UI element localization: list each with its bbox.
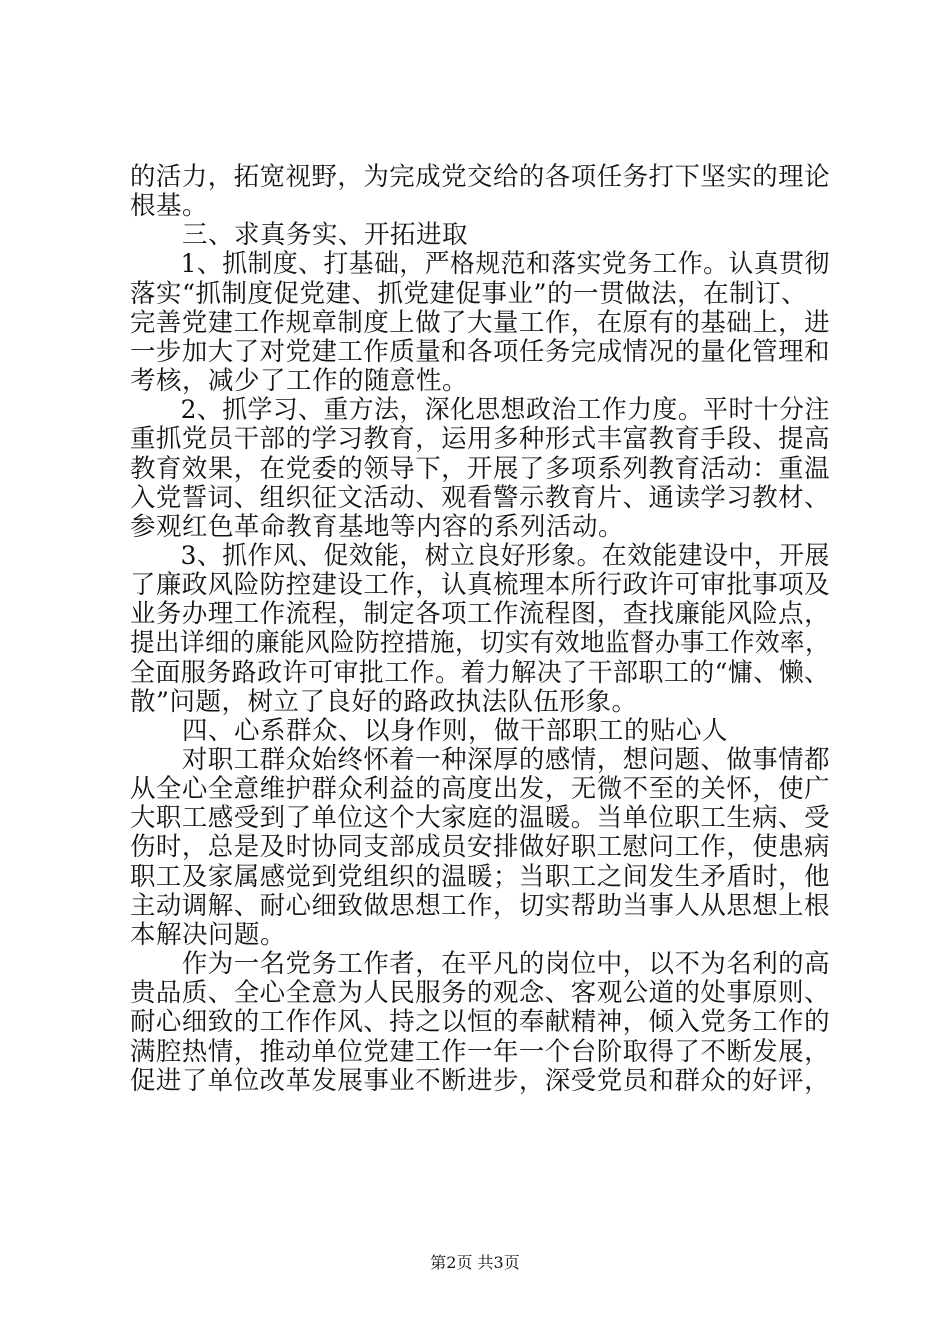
text-line: 落实“抓制度促党建、抓党建促事业”的一贯做法，在制订、	[130, 278, 808, 309]
text-line: 散”问题，树立了良好的路政执法队伍形象。	[130, 686, 638, 717]
text-line: 从全心全意维护群众利益的高度出发，无微不至的关怀，使广	[130, 774, 831, 805]
text-line: 的活力，拓宽视野，为完成党交给的各项任务打下坚实的理论	[130, 162, 831, 192]
text-line: 提出详细的廉能风险防控措施，切实有效地监督办事工作效率，	[130, 628, 830, 659]
text-line: 大职工感受到了单位这个大家庭的温暖。当单位职工生病、受	[130, 803, 831, 834]
text-line: 3、抓作风、促效能，树立良好形象。在效能建设中，开展	[130, 540, 830, 571]
text-line: 贵品质、全心全意为人民服务的观念、客观公道的处事原则、	[130, 978, 831, 1009]
text-line: 伤时，总是及时协同支部成员安排做好职工慰问工作，使患病	[130, 832, 831, 863]
text-line: 职工及家属感觉到党组织的温暖；当职工之间发生矛盾时，他	[130, 861, 831, 892]
text-line: 1、抓制度、打基础，严格规范和落实党务工作。认真贯彻	[130, 249, 830, 280]
page-footer: 第2页 共3页	[430, 1253, 520, 1272]
text-line: 全面服务路政许可审批工作。着力解决了干部职工的“慵、懒、	[130, 657, 830, 688]
text-line: 教育效果，在党委的领导下，开展了多项系列教育活动：重温	[130, 453, 831, 484]
text-line: 作为一名党务工作者，在平凡的岗位中，以不为名利的高	[130, 949, 831, 980]
text-line: 2、抓学习、重方法，深化思想政治工作力度。平时十分注	[130, 395, 830, 426]
text-line: 满腔热情，推动单位党建工作一年一个台阶取得了不断发展，	[130, 1036, 831, 1067]
text-line: 入党誓词、组织征文活动、观看警示教育片、通读学习教材、	[130, 482, 831, 513]
text-line: 考核，减少了工作的随意性。	[130, 366, 469, 397]
text-line: 促进了单位改革发展事业不断进步，深受党员和群众的好评，	[130, 1065, 831, 1096]
text-line: 完善党建工作规章制度上做了大量工作，在原有的基础上，进	[130, 307, 831, 338]
text-line: 耐心细致的工作作风、持之以恒的奉献精神，倾入党务工作的	[130, 1007, 831, 1038]
text-line: 三、求真务实、开拓进取	[130, 220, 469, 251]
text-line: 业务办理工作流程，制定各项工作流程图，查找廉能风险点，	[130, 599, 831, 630]
text-line: 主动调解、耐心细致做思想工作，切实帮助当事人从思想上根	[130, 890, 831, 921]
text-line: 本解决问题。	[130, 919, 287, 950]
text-line: 一步加大了对党建工作质量和各项任务完成情况的量化管理和	[130, 336, 831, 367]
text-line: 对职工群众始终怀着一种深厚的感情，想问题、做事情都	[130, 745, 831, 775]
text-line: 重抓党员干部的学习教育，运用多种形式丰富教育手段、提高	[130, 424, 831, 455]
text-line: 根基。	[130, 191, 209, 222]
text-line: 四、心系群众、以身作则，做干部职工的贴心人	[130, 715, 729, 746]
text-line: 参观红色革命教育基地等内容的系列活动。	[130, 511, 625, 542]
text-line: 了廉政风险防控建设工作，认真梳理本所行政许可审批事项及	[130, 570, 831, 601]
